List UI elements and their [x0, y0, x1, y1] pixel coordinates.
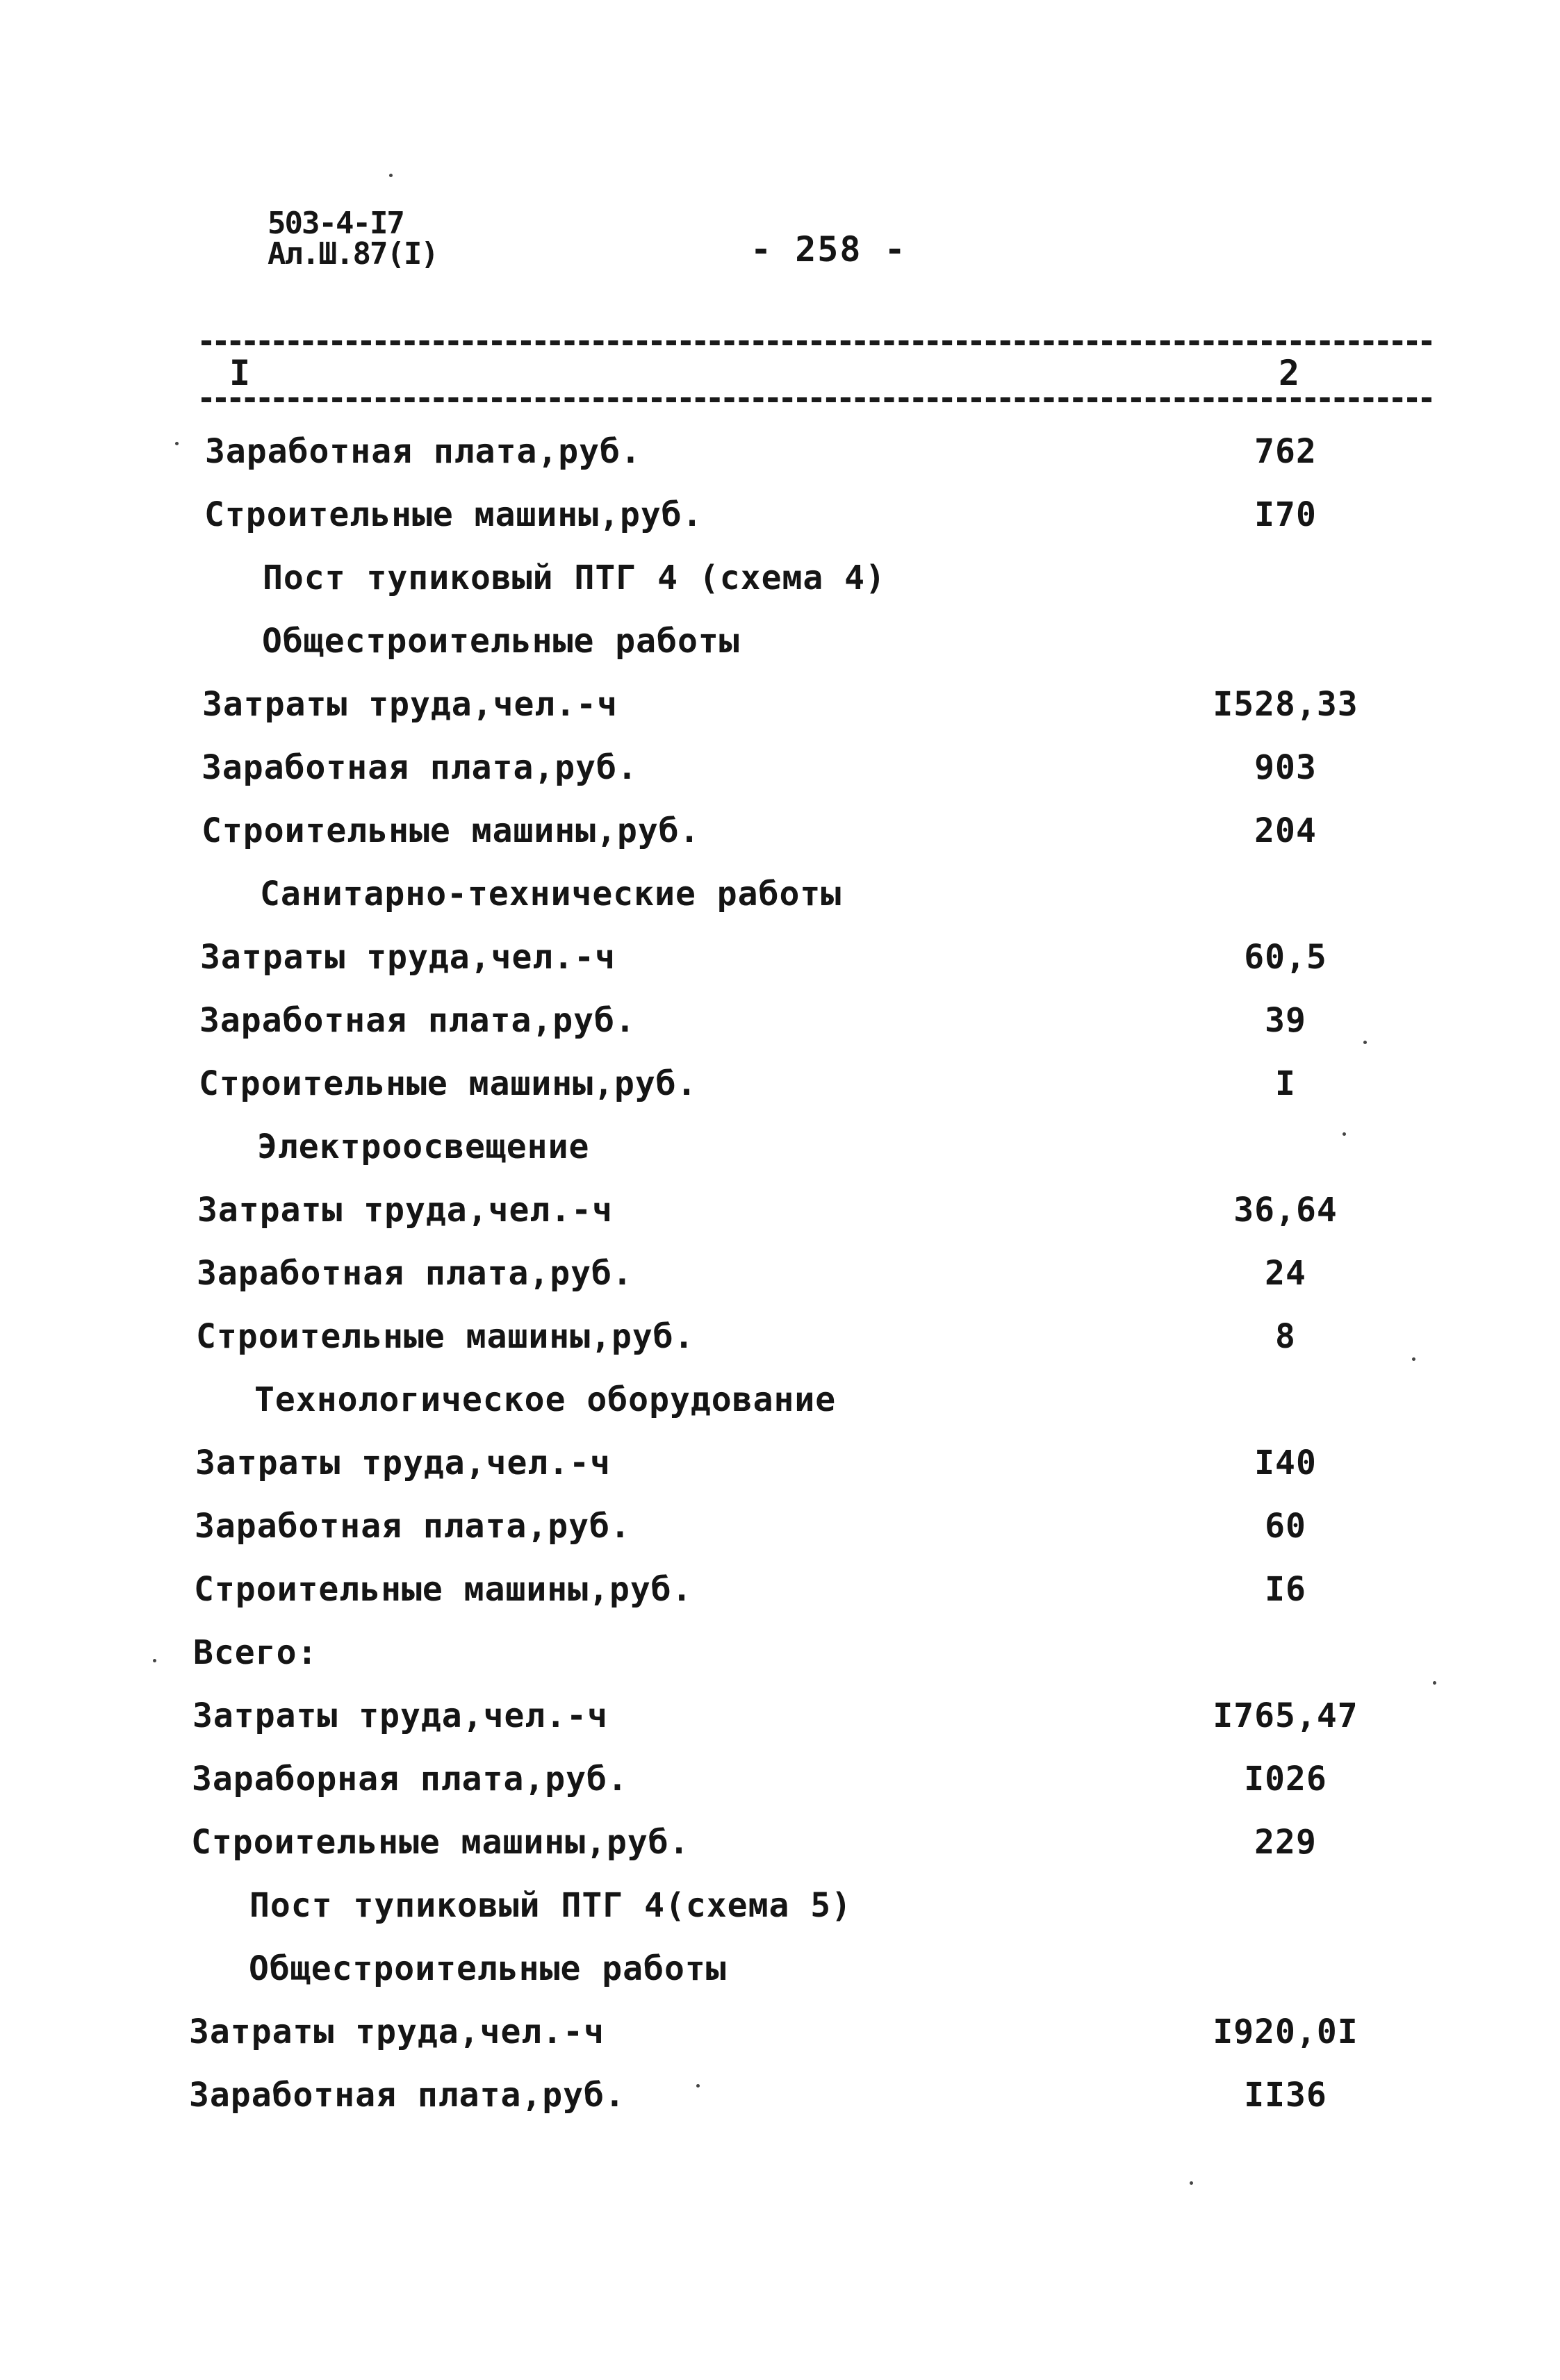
- row-value: I026: [1244, 1760, 1327, 1799]
- row-value: II36: [1244, 2076, 1327, 2115]
- table-row: [0, 1507, 1560, 1569]
- row-label: Заработная плата,руб.: [199, 1001, 636, 1040]
- row-label: Затраты труда,чел.-ч: [189, 2013, 605, 2051]
- row-value: 229: [1254, 1823, 1317, 1862]
- album-code: Ал.Ш.87(I): [268, 236, 438, 272]
- row-value: 36,64: [1233, 1191, 1338, 1230]
- scan-speck: [1433, 1681, 1436, 1685]
- section-heading: Технологическое оборудование: [254, 1380, 837, 1419]
- row-value: 8: [1275, 1317, 1296, 1356]
- row-value: I6: [1265, 1570, 1306, 1609]
- row-value: 903: [1254, 748, 1317, 787]
- scan-speck: [1412, 1357, 1415, 1361]
- section-heading-row: [0, 622, 1560, 684]
- table-row: [0, 938, 1560, 1000]
- scan-speck: [175, 442, 179, 445]
- row-value: I528,33: [1213, 685, 1358, 724]
- section-heading: Общестроительные работы: [262, 622, 740, 661]
- table-row: [0, 1064, 1560, 1127]
- row-label: Затраты труда,чел.-ч: [202, 685, 618, 724]
- table-row: [0, 685, 1560, 747]
- row-label: Строительные машины,руб.: [191, 1823, 690, 1862]
- column-header-2: 2: [1279, 353, 1300, 393]
- table-row: [0, 1760, 1560, 1822]
- row-label: Затраты труда,чел.-ч: [192, 1696, 608, 1735]
- document-code-block: [268, 208, 438, 270]
- table-row: [0, 495, 1560, 558]
- row-label: Затраты труда,чел.-ч: [197, 1191, 613, 1230]
- row-label: Заработная плата,руб.: [197, 1254, 633, 1293]
- table-row: [0, 1254, 1560, 1316]
- scan-speck: [1343, 1132, 1346, 1136]
- table-row: [0, 748, 1560, 811]
- row-label: Заработная плата,руб.: [205, 432, 641, 471]
- row-value: I70: [1254, 495, 1317, 534]
- row-label: Зараборная плата,руб.: [192, 1760, 628, 1799]
- section-heading: Электроосвещение: [257, 1127, 590, 1166]
- row-label: Заработная плата,руб.: [202, 748, 638, 787]
- row-value: 24: [1265, 1254, 1306, 1293]
- scan-speck: [153, 1659, 156, 1662]
- table-row: [0, 1444, 1560, 1506]
- row-value: 204: [1254, 811, 1317, 850]
- section-heading-row: [0, 875, 1560, 937]
- document-code: 503-4-I7: [268, 206, 404, 241]
- row-label: Строительные машины,руб.: [196, 1317, 695, 1356]
- table-row: [0, 2076, 1560, 2138]
- table-row: [0, 1317, 1560, 1380]
- scan-speck: [389, 174, 393, 177]
- table-row: [0, 1191, 1560, 1253]
- table-row: [0, 432, 1560, 495]
- table-row: [0, 1823, 1560, 1885]
- row-label: Затраты труда,чел.-ч: [195, 1444, 611, 1482]
- row-value: 60,5: [1244, 938, 1327, 977]
- section-heading-row: [0, 1127, 1560, 1190]
- table-row: [0, 1633, 1560, 1696]
- table-row: [0, 1696, 1560, 1759]
- section-heading: Общестроительные работы: [249, 1949, 727, 1988]
- section-heading-row: [0, 1949, 1560, 2012]
- row-label: Строительные машины,руб.: [194, 1570, 693, 1609]
- section-heading: Пост тупиковый ПТГ 4 (схема 4): [263, 559, 886, 597]
- row-value: 39: [1265, 1001, 1306, 1040]
- section-heading: Пост тупиковый ПТГ 4(схема 5): [249, 1886, 853, 1925]
- column-header-1: I: [229, 353, 251, 393]
- row-value: I765,47: [1213, 1696, 1358, 1735]
- table-row: [0, 811, 1560, 874]
- row-label: Затраты труда,чел.-ч: [200, 938, 616, 977]
- scan-speck: [1190, 2181, 1193, 2185]
- row-label: Строительные машины,руб.: [202, 811, 700, 850]
- table-row: [0, 2013, 1560, 2075]
- section-heading-row: [0, 559, 1560, 621]
- row-label: Заработная плата,руб.: [189, 2076, 625, 2115]
- table-row: [0, 1001, 1560, 1064]
- section-heading-row: [0, 1886, 1560, 1949]
- row-label: Заработная плата,руб.: [195, 1507, 631, 1546]
- page-number: - 258 -: [750, 229, 907, 270]
- section-heading-row: [0, 1380, 1560, 1443]
- row-value: I920,0I: [1213, 2013, 1358, 2051]
- table-header-rule: [202, 397, 1431, 402]
- row-label: Строительные машины,руб.: [204, 495, 703, 534]
- row-value: I: [1275, 1064, 1296, 1103]
- row-label: Всего:: [193, 1633, 318, 1672]
- section-heading: Санитарно-технические работы: [260, 875, 842, 914]
- row-label: Строительные машины,руб.: [199, 1064, 698, 1103]
- scan-speck: [696, 2084, 700, 2088]
- table-row: [0, 1570, 1560, 1633]
- row-value: I40: [1254, 1444, 1317, 1482]
- row-value: 762: [1254, 432, 1317, 471]
- table-top-rule: [202, 340, 1431, 345]
- scan-speck: [1363, 1041, 1367, 1044]
- row-value: 60: [1265, 1507, 1306, 1546]
